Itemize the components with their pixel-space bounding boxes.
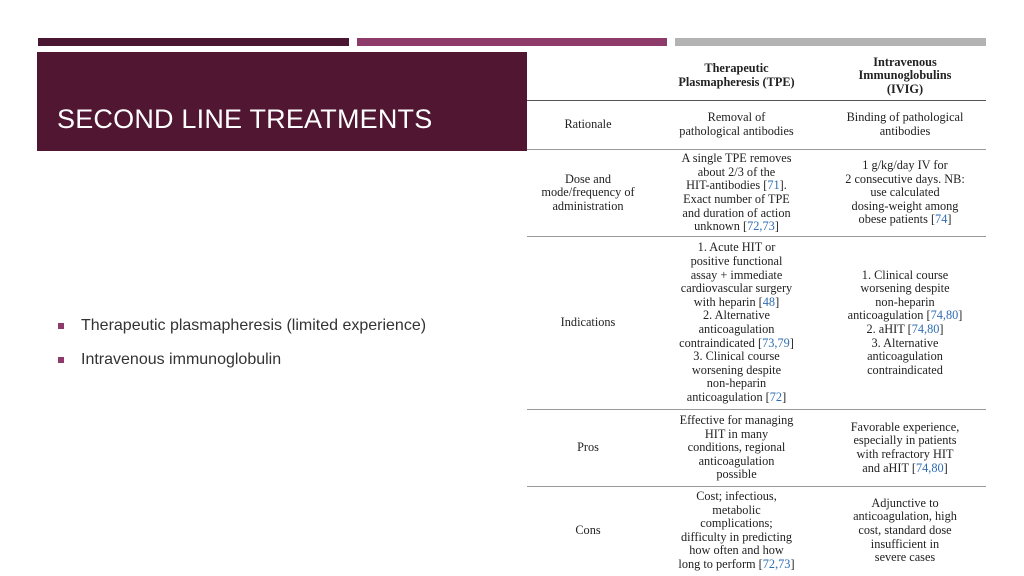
table-row [527, 237, 986, 410]
row-label: Dose and mode/frequency of administration [541, 171, 635, 213]
citation-ref: 72,73 [747, 219, 775, 234]
top-stripe-mid [357, 38, 667, 46]
row-label: Pros [577, 440, 599, 455]
ivig-cell: 1. Clinical course worsening despite non-heparin anticoagulation [74,80] 2. aHIT [74,80] 3. Alternative anticoagulation contraindicated [847, 267, 963, 377]
citation-ref: 74,80 [915, 460, 944, 475]
tpe-cell: Cost; infectious, metabolic complications; difficulty in predicting how often and how long to perform [72,73] [678, 488, 795, 571]
tpe-cell: Removal of pathological antibodies [679, 110, 794, 138]
citation-ref: 71 [767, 178, 780, 193]
bullet-item [58, 343, 426, 377]
bullet-item [58, 309, 426, 343]
bullet-text: Intravenous immunoglobulin [81, 351, 282, 368]
row-label: Cons [575, 522, 601, 537]
row-label: Indications [560, 315, 616, 330]
table-header-ivig: Intravenous Immunoglobulins (IVIG) [858, 54, 952, 96]
slide-title: SECOND LINE TREATMENTS [57, 104, 433, 134]
citation-ref: 72 [769, 389, 783, 404]
bullet-list [58, 309, 426, 377]
ivig-cell: Binding of pathological antibodies [846, 110, 964, 138]
table-header-tpe: Therapeutic Plasmapheresis (TPE) [678, 61, 795, 89]
table-row [527, 101, 986, 150]
treatment-comparison-table [527, 52, 986, 575]
ivig-cell: 1 g/kg/day IV for 2 consecutive days. NB: use calculated dosing-weight among obese patients [74] [845, 158, 965, 227]
top-stripe-dark [38, 38, 349, 46]
table-row [527, 487, 986, 575]
table-row [527, 410, 986, 487]
ivig-cell: Favorable experience, especially in patients with refractory HIT and aHIT [74,80] [850, 419, 960, 475]
table-header-empty [527, 52, 649, 101]
square-bullet-icon [58, 357, 64, 363]
tpe-cell: Effective for managing HIT in many conditions, regional anticoagulation possible [679, 413, 794, 482]
table-header-row [527, 52, 986, 101]
citation-ref: 74,80 [911, 322, 940, 336]
tpe-cell: 1. Acute HIT or positive functional assay + immediate cardiovascular surgery with heparin [48] 2. Alternative anticoagulation contraindicated [73,79] 3. Clinical course worsening despite non-heparin anticoagulation [72] [679, 240, 794, 404]
top-stripe-light [675, 38, 986, 46]
citation-ref: 74,80 [930, 308, 959, 323]
table-row [527, 150, 986, 237]
title-band [37, 52, 527, 151]
citation-ref: 48 [762, 294, 776, 309]
bullet-text: Therapeutic plasmapheresis (limited experience) [81, 317, 427, 334]
tpe-cell: A single TPE removes about 2/3 of the HIT-antibodies [71]. Exact number of TPE and duration of action unknown [72,73] [681, 151, 792, 234]
ivig-cell: Adjunctive to anticoagulation, high cost, standard dose insufficient in severe cases [853, 495, 957, 565]
citation-ref: 73,79 [762, 335, 790, 350]
citation-ref: 74 [935, 212, 948, 227]
row-label: Rationale [564, 117, 612, 132]
square-bullet-icon [58, 323, 64, 329]
citation-ref: 72,73 [762, 556, 791, 571]
